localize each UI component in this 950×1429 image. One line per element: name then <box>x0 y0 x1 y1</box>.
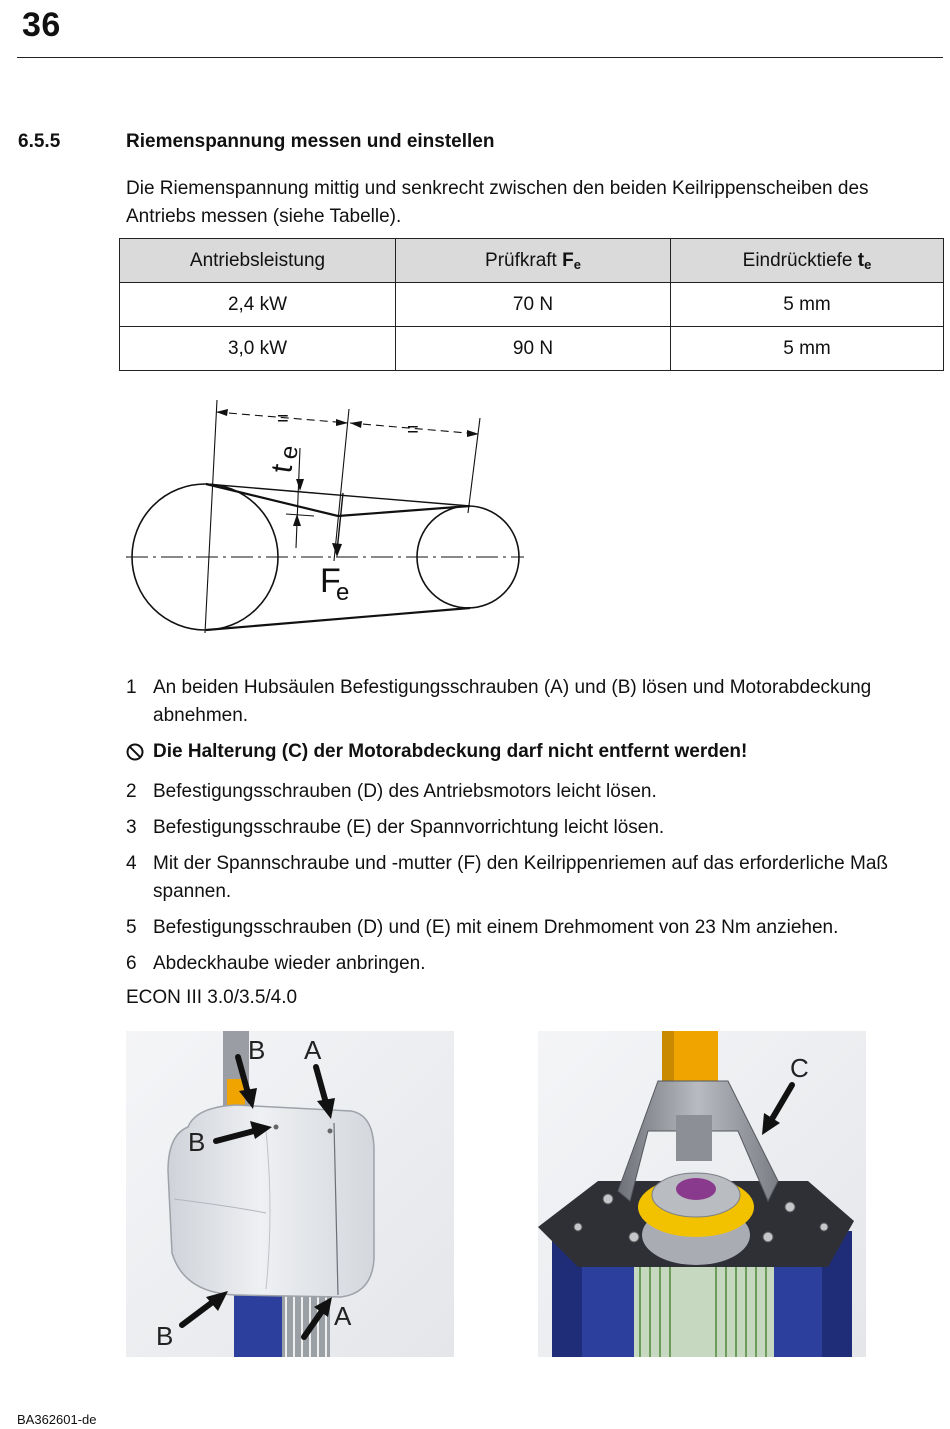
step-text: Befestigungsschrauben (D) des Antriebsmotors leicht lösen. <box>153 781 657 802</box>
list-item <box>126 814 936 842</box>
step-text: Mit der Spannschraube und -mutter (F) den Keilrippenriemen auf das erforderliche Maß spannen. <box>153 853 889 902</box>
header-text: Antriebsleistung <box>189 249 326 271</box>
belt-upper-run <box>206 484 470 516</box>
bolt-icon <box>785 1202 795 1212</box>
header-rule <box>17 57 943 58</box>
motor-cover-photo <box>126 1031 454 1357</box>
table-header-row <box>120 239 944 283</box>
list-item <box>126 738 936 770</box>
table-row <box>120 283 944 327</box>
step-text: Abdeckhaube wieder anbringen. <box>153 953 426 974</box>
equal-mark-right: = <box>407 419 419 441</box>
arrow-head <box>296 479 304 491</box>
document-code: BA362601-de <box>17 1412 97 1427</box>
belt-lower-run <box>206 608 470 630</box>
intro-paragraph: Die Riemenspannung mittig und senkrecht zwischen den beiden Keilrippenscheiben des Antriebs messen (siehe Tabelle). <box>126 178 869 227</box>
procedure-steps <box>126 674 936 986</box>
list-item <box>126 950 936 978</box>
list-item <box>126 778 936 806</box>
force-label-f: F <box>320 562 341 600</box>
table-row <box>120 327 944 371</box>
label-c: C <box>790 1053 809 1083</box>
table-cell: 90 N <box>396 327 671 371</box>
arrow-head <box>216 409 228 416</box>
table-cell: 70 N <box>396 283 671 327</box>
section-number: 6.5.5 <box>18 131 61 152</box>
list-item <box>126 674 936 730</box>
belt-stripes <box>634 1255 774 1357</box>
step-text: An beiden Hubsäulen Befestigungsschrauben (A) und (B) lösen und Motorabdeckung abnehmen. <box>153 677 872 726</box>
header-subscript: e <box>864 256 872 272</box>
header-test-force <box>396 239 671 283</box>
step-number: 5 <box>126 917 137 938</box>
step-number: 2 <box>126 781 137 802</box>
drive-bracket-photo <box>538 1031 866 1357</box>
pulley-hub <box>676 1178 716 1200</box>
screw-icon <box>274 1125 279 1130</box>
header-symbol: t <box>857 249 865 271</box>
arrow-head <box>350 421 362 428</box>
arrow-head <box>293 514 301 526</box>
depth-label-e: e <box>275 443 304 461</box>
prohibited-icon <box>126 738 153 770</box>
force-arrow-head <box>332 543 342 557</box>
step-number: 6 <box>126 953 137 974</box>
table-cell: 5 mm <box>671 327 944 371</box>
step-number: 1 <box>126 677 137 698</box>
bolt-icon <box>629 1232 639 1242</box>
header-text: Prüfkraft <box>485 249 563 271</box>
header-text: Eindrücktiefe <box>742 249 858 271</box>
label-b: B <box>248 1035 266 1065</box>
header-drive-power <box>120 239 396 283</box>
model-caption: ECON III 3.0/3.5/4.0 <box>126 987 298 1008</box>
step-number: 4 <box>126 853 137 874</box>
force-label-e: e <box>336 579 350 606</box>
table-cell: 5 mm <box>671 283 944 327</box>
header-subscript: e <box>573 256 581 272</box>
label-b: B <box>188 1127 206 1157</box>
step-text: Befestigungsschraube (E) der Spannvorrichtung leicht lösen. <box>153 817 665 838</box>
table-cell: 3,0 kW <box>120 327 396 371</box>
section-title: Riemenspannung messen und einstellen <box>126 131 495 152</box>
step-number: 3 <box>126 817 137 838</box>
list-item <box>126 914 936 942</box>
step-text: Befestigungsschrauben (D) und (E) mit einem Drehmoment von 23 Nm anziehen. <box>153 917 839 938</box>
label-b: B <box>156 1321 174 1351</box>
tension-spring <box>676 1115 712 1161</box>
depth-tick-bottom <box>286 514 314 516</box>
screw-icon <box>328 1129 333 1134</box>
belt-tension-diagram <box>120 393 530 643</box>
label-a: A <box>334 1301 352 1331</box>
table-cell: 2,4 kW <box>120 283 396 327</box>
list-item <box>126 850 936 906</box>
bolt-icon <box>763 1232 773 1242</box>
equal-mark-left: = <box>277 408 289 430</box>
label-a: A <box>304 1035 322 1065</box>
belt-tension-table <box>119 238 944 371</box>
header-depth <box>671 239 944 283</box>
belt-reference-line <box>206 484 470 506</box>
page-number: 36 <box>22 6 61 44</box>
mid-extension-line <box>334 409 349 561</box>
bolt-icon <box>574 1223 582 1231</box>
left-extension-line <box>205 400 217 633</box>
header-symbol: F <box>562 249 574 271</box>
warning-text: Die Halterung (C) der Motorabdeckung darf nicht entfernt werden! <box>153 741 748 762</box>
bolt-icon <box>603 1194 613 1204</box>
depth-label-t: t <box>265 462 300 475</box>
depth-mark-line <box>296 448 300 548</box>
bolt-icon <box>820 1223 828 1231</box>
arrow-head <box>336 419 348 426</box>
